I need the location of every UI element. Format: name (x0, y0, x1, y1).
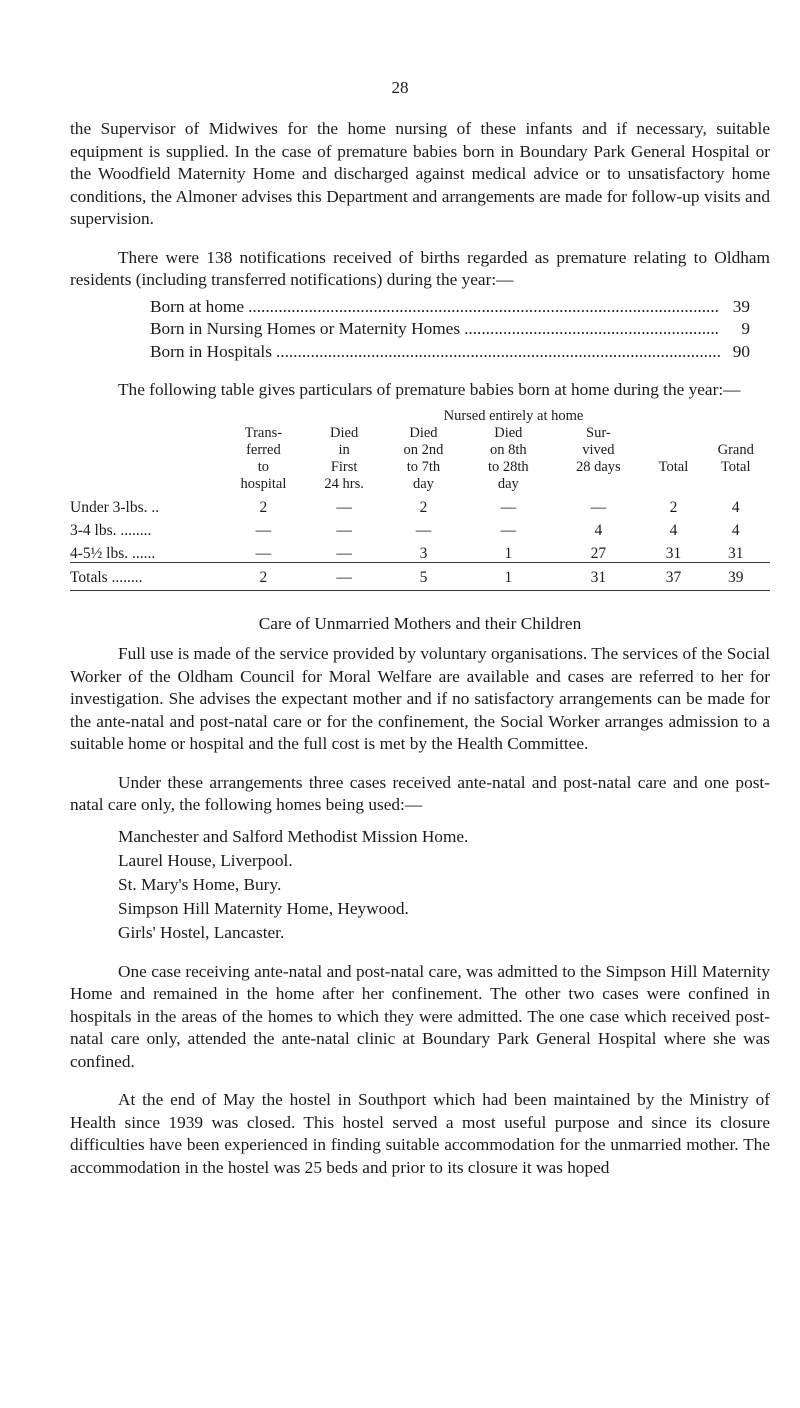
column-header: Sur- vived 28 days (576, 424, 621, 475)
page-number: 28 (391, 78, 409, 97)
table-cell: 39 (701, 562, 770, 590)
births-value: 9 (741, 319, 750, 338)
premature-babies-table (70, 408, 770, 591)
paragraph-southport-hostel: At the end of May the hostel in Southport which had been maintained by the Ministry of Health since 1939 was closed. This hostel served a most useful purpose and since its closure difficulties have been experienced in finding suitable accommodation for the unmarried mother. The accommodation in the hostel was 25 beds and prior to its closure it was hoped (70, 1090, 770, 1177)
section-heading: Care of Unmarried Mothers and their Children (258, 613, 582, 633)
homes-list (118, 825, 770, 945)
table-cell: 5 (381, 562, 465, 590)
table-cell: — (500, 498, 517, 516)
table-cell: — (415, 521, 432, 539)
paragraph-simpson-hill: One case receiving ante-natal and post-natal care, was admitted to the Simpson Hill Maternity Home and remained in the home after her confinement. The other two cases were confined in hospitals in the areas of the homes to which they were admitted. The one case which received post-natal care only, attended the ante-natal clinic at Boundary Park General Hospital where she was confined. (70, 961, 770, 1071)
births-row-hospitals (150, 341, 750, 364)
column-header: Trans- ferred to hospital (240, 424, 287, 492)
leader-dots (276, 341, 720, 364)
paragraph-voluntary: Full use is made of the service provided by voluntary organisations. The services of the Social Worker of the Oldham Council for Moral Welfare are available and cases are referred to her for investigation. She advises the expectant mother and if no satisfactory arrangements can be made for the ante-natal and post-natal care or for the confinement, the Social Worker arranges admission to a suitable home or hospital and the full cost is met by the Health Committee. (70, 644, 770, 753)
paragraph-notifications: There were 138 notifications received of births regarded as premature relating to Oldham residents (including transferred notifications) during the year:— (70, 247, 770, 289)
list-item: Girls' Hostel, Lancaster. (118, 922, 285, 942)
births-list (150, 296, 750, 364)
births-label: Born at home (150, 296, 245, 316)
list-item: Laurel House, Liverpool. (118, 850, 293, 870)
paragraph-table-intro: The following table gives particulars of premature babies born at home during the year:— (118, 380, 741, 399)
table-cell: 3 (419, 544, 428, 562)
row-label: 3-4 lbs. ........ (70, 521, 152, 539)
table-cell: 4 (731, 498, 740, 516)
row-label: 4-5½ lbs. ...... (70, 544, 156, 562)
column-header: Died on 2nd to 7th day (403, 424, 444, 492)
table-row (70, 516, 770, 539)
table-cell: 2 (669, 498, 678, 516)
table-cell: 37 (646, 562, 702, 590)
table-cell: 31 (551, 562, 645, 590)
leader-dots (464, 318, 720, 341)
births-value: 39 (732, 296, 750, 316)
group-header: Nursed entirely at home (443, 407, 584, 424)
table-cell: 27 (590, 544, 607, 562)
table-cell: 2 (419, 498, 428, 516)
births-label: Born in Hospitals (150, 341, 272, 361)
table-cell: — (336, 521, 352, 539)
column-header: Died on 8th to 28th day (488, 424, 529, 492)
column-header: Died in First 24 hrs. (324, 424, 364, 492)
table-cell: — (255, 544, 272, 562)
table-row (70, 539, 770, 563)
table-cell: 31 (665, 544, 682, 562)
list-item: Simpson Hill Maternity Home, Heywood. (118, 898, 409, 918)
table-cell: — (590, 498, 607, 516)
table-cell: 1 (465, 562, 551, 590)
row-label: Totals ........ (70, 562, 220, 590)
table-cell: 31 (727, 544, 744, 562)
paragraph-supervisor: the Supervisor of Midwives for the home nursing of these infants and if necessary, suitable equipment is supplied. In the case of premature babies born in Boundary Park General Hospital or the Woodfield Maternity Home and discharged against medical advice or to unsatisfactory home conditions, the Almoner advises this Department and arrangements are made for follow-up visits and supervision. (70, 119, 770, 228)
table-cell: — (500, 521, 517, 539)
table-cell: — (307, 562, 382, 590)
table-cell: 1 (504, 544, 513, 562)
table-cell: 4 (594, 521, 603, 539)
row-label: Under 3-lbs. .. (70, 498, 160, 516)
totals-row (70, 562, 770, 590)
births-value: 90 (732, 341, 750, 361)
table-cell: 4 (731, 521, 740, 539)
births-row-nursing-homes (150, 318, 750, 341)
table-cell: 2 (259, 498, 268, 516)
table-row (70, 493, 770, 516)
table-cell: — (336, 498, 352, 516)
list-item: St. Mary's Home, Bury. (118, 874, 282, 894)
births-row-home (150, 296, 750, 319)
list-item: Manchester and Salford Methodist Mission Home. (118, 826, 469, 846)
table-cell: 4 (669, 521, 678, 539)
leader-dots (248, 296, 720, 319)
column-header: Grand Total (717, 441, 754, 475)
births-label: Born in Nursing Homes or Maternity Homes (150, 319, 461, 338)
column-header: Total (658, 458, 689, 475)
table-cell: 2 (220, 562, 307, 590)
paragraph-arrangements: Under these arrangements three cases received ante-natal and post-natal care and one post-natal care only, the following homes being used:— (70, 772, 770, 814)
table-cell: — (336, 544, 352, 562)
table-cell: — (255, 521, 272, 539)
page-body (70, 118, 770, 1179)
